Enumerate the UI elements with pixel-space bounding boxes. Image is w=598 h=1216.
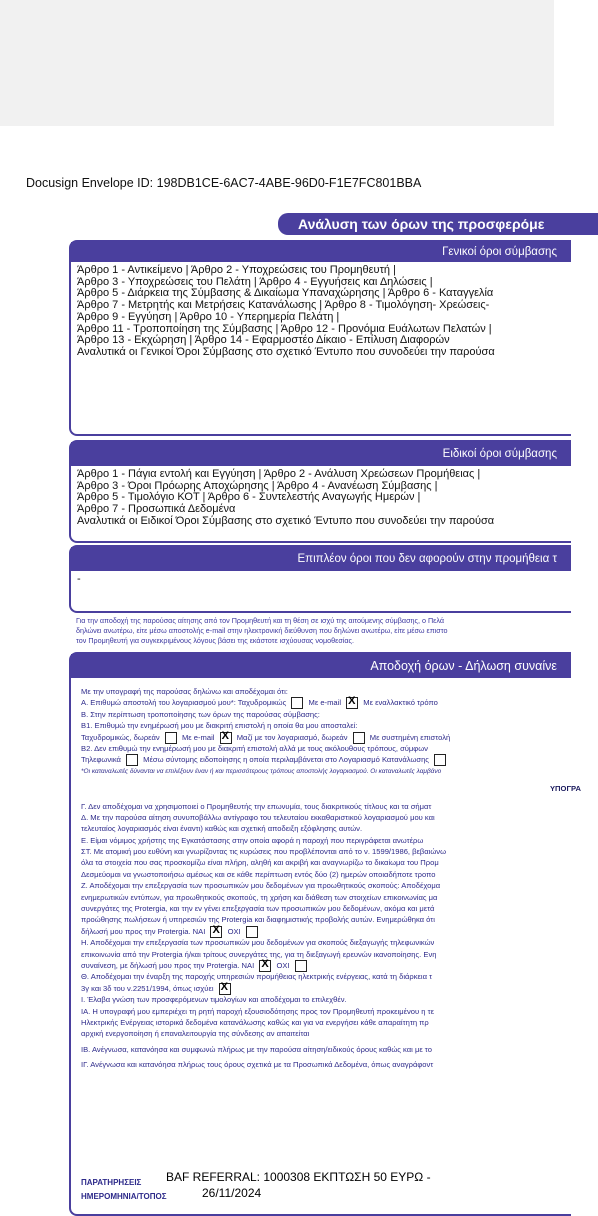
option-ia-line: αρχική ενεργοποίηση ή επαναλειτουργία της σύνδεσης αν απαιτείται <box>81 1029 310 1039</box>
date-label: ΗΜΕΡΟΜΗΝΙΑ/ΤΟΠΟΣ <box>81 1192 167 1201</box>
a-email-checkbox[interactable] <box>346 697 358 709</box>
option-d-line: τελευταίος λογαριασμός είναι έναντι) καθώς και σχετική αποδειξη εξόφλησης αυτών. <box>81 824 363 834</box>
general-terms-box <box>69 240 571 436</box>
acceptance-body <box>71 678 581 1075</box>
b1-registered-label: Με συστημένη επιστολή <box>369 732 451 742</box>
z-yes-checkbox[interactable] <box>210 926 222 938</box>
a-email-label: Με e-mail <box>308 698 342 708</box>
special-line: Άρθρο 1 - Πάγια εντολή και Εγγύηση | Άρθρο 2 - Ανάλυση Χρεώσεων Προμήθειας | <box>77 468 481 480</box>
remarks-label: ΠΑΡΑΤΗΡΗΣΕΙΣ <box>81 1178 142 1187</box>
option-ia-line: Ηλεκτρικής Ενέργειας ιστορικά δεδομένα κατανάλωσης καθώς και για να ενεργήσει κάθε απαραίτητη πρ <box>81 1017 429 1027</box>
option-h-row <box>81 960 561 971</box>
b1-bill-label: Μαζί με τον λογαριασμό, δωρεάν <box>236 732 348 742</box>
b1-post-label: Ταχυδρομικώς, δωρεάν <box>81 732 160 742</box>
h-yes-checkbox[interactable] <box>259 960 271 972</box>
option-d-line: Δ. Με την παρούσα αίτηση συνυποβάλλω αντίγραφο του τελευταίου εκκαθαριστικού λογαριασμού μου και <box>81 812 435 822</box>
option-z-line: προώθησης πωλήσεων ή υπηρεσιών της Protergia και διαφημιστικής προβολής αυτών. Ενημερώθηκα ότι <box>81 915 435 925</box>
note-line: Για την αποδοχή της παρούσας αίτησης από τον Προμηθευτή και τη θέση σε ισχύ της αιτούμενης σύμβασης, ο Πελά <box>76 616 445 625</box>
acceptance-header: Αποδοχή όρων - Δήλωση συναίνε <box>71 654 571 678</box>
z-no-checkbox[interactable] <box>246 926 258 938</box>
general-line: Άρθρο 5 - Διάρκεια της Σύμβασης & Δικαίωμα Υπαναχώρησης | Άρθρο 6 - Καταγγελία <box>77 287 494 300</box>
date-value: 26/11/2024 <box>202 1186 262 1200</box>
option-e: Ε. Είμαι νόμιμος χρήστης της Εγκατάστασης στην οποία αφορά η παροχή που περιγράφεται ανωτέρω <box>81 835 424 845</box>
z-no-label: ΟΧΙ <box>227 926 241 936</box>
special-terms-header: Ειδικοί όροι σύμβασης <box>71 442 571 466</box>
option-a-row <box>81 697 561 708</box>
signature-label: ΥΠΟΓΡΑ <box>549 784 581 794</box>
option-ig: ΙΓ. Ανέγνωσα και κατανόησα πλήρως τους όρους σχετικά με τα Προσωπικά Δεδομένα, όπως αναγράφοντ <box>81 1060 434 1070</box>
special-line: Άρθρο 3 - Όροι Πρόωρης Αποχώρησης | Άρθρο 4 - Ανανέωση Σύμβασης | <box>77 479 438 492</box>
b2-phone-checkbox[interactable] <box>126 754 138 766</box>
b1-bill-checkbox[interactable] <box>353 732 365 744</box>
option-z-line: Ζ. Αποδέχομαι την επεξεργασία των προσωπικών μου δεδομένων για προωθητικούς σκοπούς: Αποδέχομα <box>81 881 441 891</box>
option-h-line: επικοινωνία από την Protergia ή/και τρίτους συνεργάτες της, για τη διεξαγωγή ερευνών ικανοποίησης. Ενη <box>81 949 437 959</box>
option-a-label: Α. Επιθυμώ αποστολή του λογαριασμού μου*: Ταχυδρομικώς <box>81 698 287 708</box>
option-z-line: ενημερωτικών εντύπων, για προωθητικούς σκοπούς, τη χρήση και διάθεση των στοιχείων επικοινωνίας μα <box>81 892 438 902</box>
h-yes-label: συναίνεση, με δήλωσή μου προς την Protergia. ΝΑΙ <box>81 960 255 970</box>
b1-email-label: Με e-mail <box>181 732 215 742</box>
a-post-checkbox[interactable] <box>291 697 303 709</box>
footnote: *Οι καταναλωτές δύνανται να επιλέξουν έναν ή και περισσότερους τρόπους αποστολής λογαριασμού. Οι καταναλωτές λαμβάνο <box>81 767 442 775</box>
a-alt-label: Με εναλλακτικό τρόπο <box>363 698 438 708</box>
special-line: Άρθρο 5 - Τιμολόγιο ΚΟΤ | Άρθρο 6 - Συντελεστής Αναγωγής Ημερών | <box>77 491 421 504</box>
option-b2: Β2. Δεν επιθυμώ την ενημέρωσή μου με διακριτή επιστολή αλλά με τους ακόλουθους τρόπους, σύμφων <box>81 743 428 753</box>
extra-terms-header: Επιπλέον όροι που δεν αφορούν στην προμήθεια τ <box>71 547 571 571</box>
general-line: Άρθρο 13 - Εκχώρηση | Άρθρο 14 - Εφαρμοστέο Δίκαιο - Επίλυση Διαφορών <box>77 334 450 347</box>
option-b: Β. Στην περίπτωση τροποποίησης των όρων της παρούσας σύμβασης: <box>81 709 320 719</box>
option-st-line: ΣΤ. Με ατομική μου ευθύνη και γνωρίζοντας τις κυρώσεις που προβλέπονται από το ν. 1599/1986, βεβαιώνω <box>81 847 447 857</box>
b2-phone-label: Τηλεφωνικά <box>81 755 121 765</box>
extra-terms-box <box>69 545 571 613</box>
note-line: τον Προμηθευτή για συγκεκριμένους λόγους βάσει της εκάστοτε ισχύουσας νομοθεσίας. <box>76 636 354 645</box>
top-gray-band <box>0 0 554 126</box>
option-th-row <box>81 983 561 994</box>
th-label: 3γ και 3δ του ν.2251/1994, όπως ισχύει <box>81 983 214 993</box>
b1-post-checkbox[interactable] <box>165 732 177 744</box>
h-no-label: ΟΧΙ <box>276 960 290 970</box>
h-no-checkbox[interactable] <box>295 960 307 972</box>
general-line: Άρθρο 1 - Αντικείμενο | Άρθρο 2 - Υποχρεώσεις του Προμηθευτή | <box>77 264 396 276</box>
general-line: Άρθρο 11 - Τροποποίηση της Σύμβασης | Άρθρο 12 - Προνόμια Ευάλωτων Πελατών | <box>77 322 492 335</box>
z-yes-label: δήλωσή μου προς την Protergia. ΝΑΙ <box>81 926 206 936</box>
option-i: Ι. Έλαβα γνώση των προσφερόμενων τιμολογίων και αποδέχομαι το επιλεχθέν. <box>81 995 347 1005</box>
option-th-line: Θ. Αποδέχομαι την έναρξη της παροχής υπηρεσιών προμήθειας ηλεκτρικής ενέργειας, κατά τη διάρκεια τ <box>81 972 433 982</box>
option-h-line: Η. Αποδέχομαι την επεξεργασία των προσωπικών μου δεδομένων για σκοπούς διεξαγωγής τηλεφωνικών <box>81 938 435 948</box>
general-line: Αναλυτικά οι Γενικοί Όροι Σύμβασης στο σχετικό Έντυπο που συνοδεύει την παρούσα <box>77 345 495 358</box>
general-line: Άρθρο 3 - Υποχρεώσεις του Πελάτη | Άρθρο 4 - Εγγυήσεις και Δηλώσεις | <box>77 275 433 288</box>
general-terms-header: Γενικοί όροι σύμβασης <box>71 242 571 262</box>
general-line: Άρθρο 9 - Εγγύηση | Άρθρο 10 - Υπερημερία Πελάτη | <box>77 310 340 323</box>
extra-terms-value: - <box>77 573 81 585</box>
page-title: Ανάλυση των όρων της προσφερόμε <box>278 213 598 235</box>
page-gap <box>0 126 554 164</box>
option-b2-row <box>81 754 561 765</box>
th-checkbox[interactable] <box>219 983 231 995</box>
general-terms-body <box>71 262 571 362</box>
note-line: δηλώνει ανωτέρω, είτε μέσω αποστολής e-mail στην ηλεκτρονική διεύθυνση που δηλώνει ανωτέρω, είτε μέσω επιστο <box>76 626 448 635</box>
option-st-line: όλα τα στοιχεία που σας προσκομίζω είναι πλήρη, αληθή και ακριβή και αναγνωρίζω το δικαίωμα του Προμ <box>81 858 439 868</box>
option-g: Γ. Δεν αποδέχομαι να χρησιμοποιεί ο Προμηθευτής την επωνυμία, τους διακριτικούς τίτλους και τα σήματ <box>81 801 432 811</box>
option-b1-row <box>81 732 561 743</box>
option-z-row <box>81 926 561 937</box>
envelope-id: Docusign Envelope ID: 198DB1CE-6AC7-4ABE-96D0-F1E7FC801BBA <box>26 176 422 190</box>
option-b1: Β1. Επιθυμώ την ενημέρωσή μου με διακριτή επιστολή η οποία θα μου αποσταλεί: <box>81 721 358 731</box>
option-z-line: συνεργάτες της Protergia, και την εν γένει επεξεργασία των προσωπικών μου δεδομένων, ακόμα και μετά <box>81 904 435 914</box>
special-line: Άρθρο 7 - Προσωπικά Δεδομένα <box>77 503 236 516</box>
special-terms-body <box>71 466 571 531</box>
option-ib: ΙΒ. Ανέγνωσα, κατανόησα και συμφωνώ πλήρως με την παρούσα αίτηση/ειδικούς όρους καθώς και με το <box>81 1044 432 1054</box>
b1-email-checkbox[interactable] <box>220 732 232 744</box>
b2-sms-checkbox[interactable] <box>434 754 446 766</box>
option-ia-line: ΙΑ. Η υπογραφή μου εμπεριέχει τη ρητή παροχή εξουσιοδότησης προς τον Προμηθευτή προκειμένου η τε <box>81 1006 434 1016</box>
remarks-value: BAF REFERRAL: 1000308 ΕΚΠΤΩΣΗ 50 ΕΥΡΩ - <box>166 1170 431 1184</box>
option-st-line: Δεσμεύομαι να γνωστοποιήσω αμέσως και σε κάθε περίπτωση εντός δύο (2) ημερών οποιαδήποτε τροπο <box>81 869 436 879</box>
acceptance-box <box>69 652 581 1216</box>
special-line: Αναλυτικά οι Ειδικοί Όροι Σύμβασης στο σχετικό Έντυπο που συνοδεύει την παρούσα <box>77 514 495 527</box>
acceptance-intro: Με την υπογραφή της παρούσας δηλώνω και αποδέχομαι ότι: <box>81 687 288 696</box>
general-line: Άρθρο 7 - Μετρητής και Μετρήσεις Κατανάλωσης | Άρθρο 8 - Τιμολόγηση- Χρεώσεις- <box>77 299 490 312</box>
special-terms-box <box>69 440 571 543</box>
b2-sms-label: Μέσω σύντομης ειδοποίησης η οποία περιλαμβάνεται στο Λογαριασμό Κατανάλωσης <box>143 755 429 765</box>
